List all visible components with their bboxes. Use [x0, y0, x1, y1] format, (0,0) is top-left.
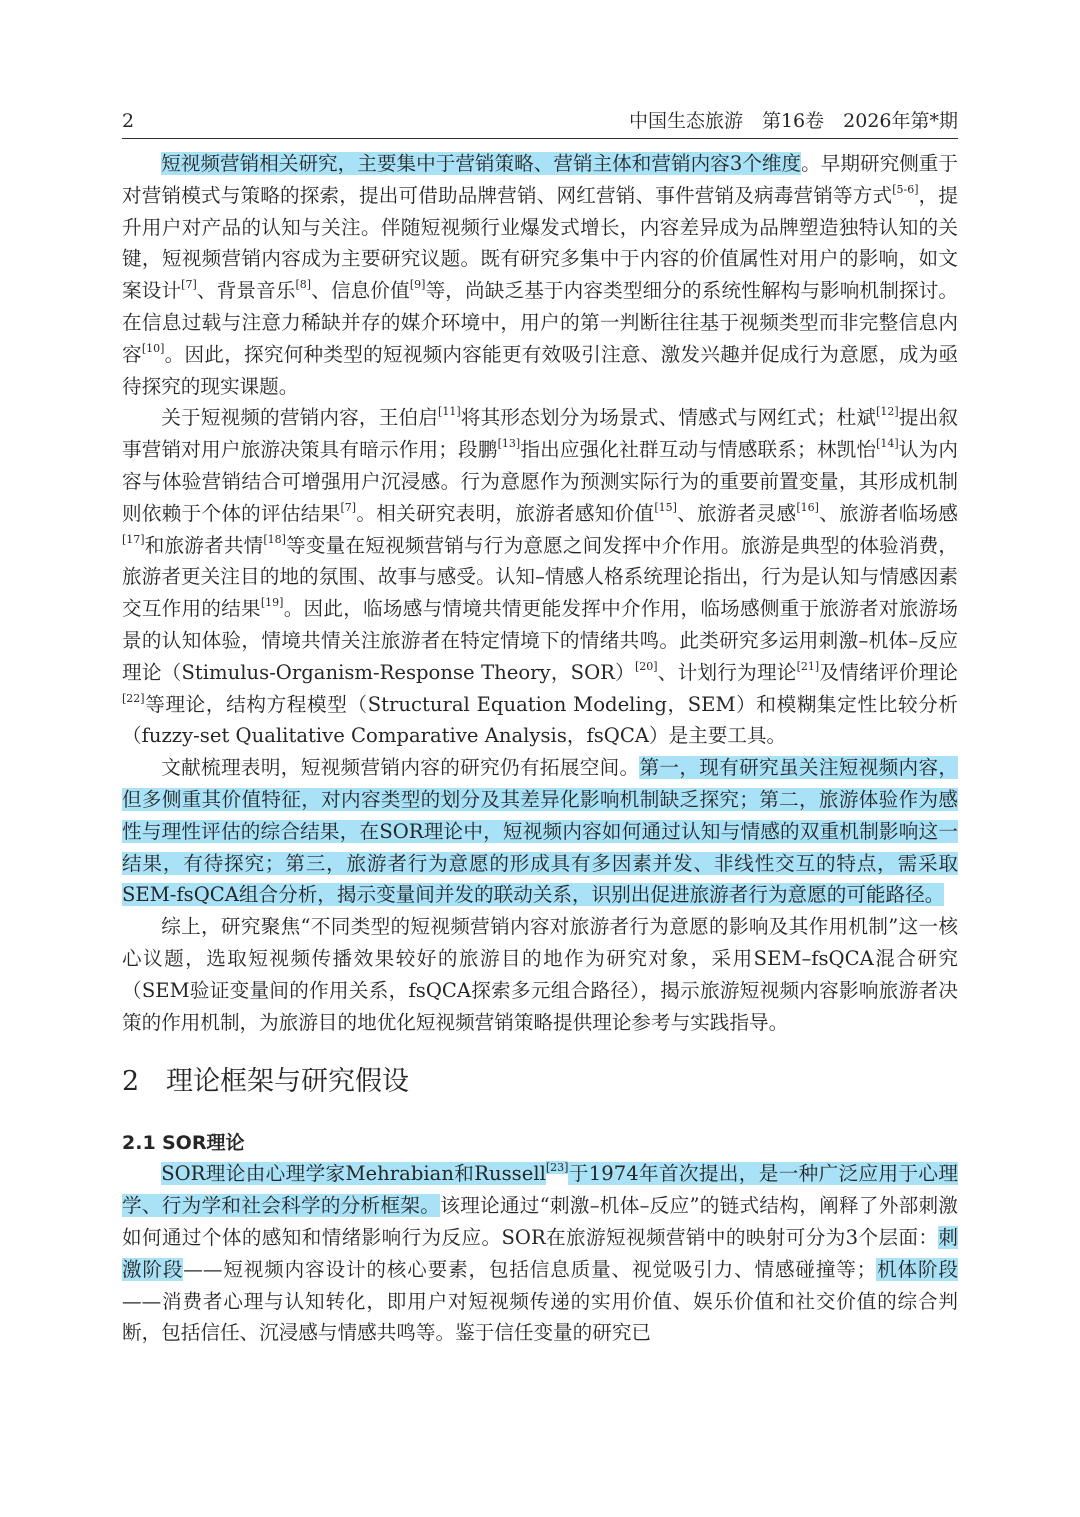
page-number: 2 — [122, 110, 135, 132]
citation: [10] — [141, 341, 165, 355]
body-text — [122, 148, 958, 1349]
text-run: ——消费者心理与认知转化，即用户对短视频传递的实用价值、娱乐价值和社交价值的综合判断，包括信任、沉浸感与情感共鸣等。鉴于信任变量的研究已 — [122, 1289, 958, 1345]
journal-info: 中国生态旅游 第16卷 2026年第*期 — [628, 110, 958, 132]
text-run: 、背景音乐 — [196, 279, 296, 303]
highlight: 第一，现有研究虽关注短视频内容，但多侧重其价值特征，对内容类型的划分及其差异化影响机制缺乏探究；第二，旅游体验作为感性与理性评估的综合结果，在SOR理论中，短视频内容如何通过认知与情感的双重机制影响这一结果，有待探究；第三，旅游者行为意愿的形成具有多因素并发、非线性交互的特点，需采取SEM-fsQCA组合分析，揭示变量间并发的联动关系，识别出促进旅游者行为意愿的可能路径。 — [122, 756, 959, 907]
subsection-heading — [122, 1128, 958, 1158]
text-run: 将其形态划分为场景式、情感式与网红式；杜斌 — [460, 406, 877, 430]
text-run: 。因此，临场感与情境共情更能发挥中介作用，临场感侧重于旅游者对旅游场景的认知体验，情境共情关注旅游者在特定情境下的情绪共鸣。此类研究多运用刺激–机体–反应理论（Stimulus-Organism-Response Theory，SOR） — [122, 597, 958, 684]
text-run: 等变量在短视频营销与行为意愿之间发挥中介作用。旅游是典型的体验消费，旅游者更关注目的地的氛围、故事与感受。认知–情感人格系统理论指出，行为是认知与情感因素交互作用的结果 — [122, 533, 959, 621]
text-run: 指出应强化社群互动与情感联系；林凯怡 — [520, 438, 877, 462]
section-title: 理论框架与研究假设 — [166, 1066, 409, 1098]
subsection-title: SOR理论 — [162, 1132, 245, 1155]
paragraph-3 — [122, 752, 958, 911]
paragraph-2 — [122, 402, 958, 752]
text-run: 和旅游者共情 — [144, 533, 264, 557]
highlight: 短视频营销相关研究，主要集中于营销策略、营销主体和营销内容3个维度 — [161, 152, 802, 175]
citation: [13] — [497, 437, 521, 451]
text-run: 、计划行为理论 — [657, 660, 797, 684]
subsection-number: 2.1 — [122, 1132, 156, 1155]
text-run: 提出叙事营销对用户旅游决策具有暗示作用；段鹏 — [122, 406, 959, 462]
citation: [7] — [340, 500, 357, 514]
citation: [9] — [409, 278, 426, 292]
text-run: 及情绪评价理论 — [819, 660, 959, 684]
citation: [23] — [545, 1161, 569, 1175]
citation: [11] — [438, 405, 461, 419]
section-heading — [122, 1060, 958, 1104]
highlight: SOR理论由心理学家Mehrabian和Russell — [161, 1162, 546, 1186]
text-run: 等，尚缺乏基于内容类型细分的系统性解构与影响机制探讨。在信息过载与注意力稀缺并存的媒介环境中，用户的第一判断往往基于视频类型而非完整信息内容 — [122, 279, 958, 366]
running-header — [122, 104, 958, 139]
citation: [18] — [263, 532, 286, 546]
text-run: 该理论通过“刺激–机体–反应”的链式结构，阐释了外部刺激如何通过个体的感知和情绪影响行为反应。SOR在旅游短视频营销中的映射可分为3个层面： — [122, 1194, 958, 1249]
paragraph-1 — [122, 148, 958, 402]
text-run: 。早期研究侧重于对营销模式与策略的探索，提出可借助品牌营销、网红营销、事件营销及病毒营销等方式 — [122, 152, 959, 207]
citation: [17] — [122, 532, 145, 546]
citation: [12] — [876, 405, 899, 419]
citation: [21] — [796, 659, 820, 673]
highlight: 机体阶段 — [876, 1257, 959, 1281]
text-run: ——短视频内容设计的核心要素，包括信息质量、视觉吸引力、情感碰撞等； — [183, 1257, 877, 1281]
highlight: 于1974年首次提出，是一种广泛应用于心理学、行为学和社会科学的分析框架。 — [122, 1162, 958, 1218]
text-run: ，提升用户对产品的认知与关注。伴随短视频行业爆发式增长，内容差异成为品牌塑造独特认知的关键，短视频营销内容成为主要研究议题。既有研究多集中于内容的价值属性对用户的影响，如文案设计 — [122, 183, 959, 303]
text-run: 、旅游者临场感 — [818, 501, 959, 525]
citation: [14] — [876, 437, 899, 451]
text-run: 、旅游者灵感 — [676, 501, 797, 525]
citation: [7] — [181, 278, 197, 292]
citation: [8] — [295, 278, 312, 292]
section-number: 2 — [122, 1066, 140, 1098]
text-run: 关于短视频的营销内容，王伯启 — [161, 406, 439, 430]
citation: [22] — [122, 691, 145, 705]
text-run: 。相关研究表明，旅游者感知价值 — [356, 501, 655, 525]
highlight: 刺激阶段 — [122, 1225, 958, 1281]
text-run: 、信息价值 — [311, 279, 410, 303]
text-run: 综上，研究聚焦“不同类型的短视频营销内容对旅游者行为意愿的影响及其作用机制”这一核心议题，选取短视频传播效果较好的旅游目的地作为研究对象，采用SEM–fsQCA混合研究（SEM验证变量间的作用关系，fsQCA探索多元组合路径），揭示旅游短视频内容影响旅游者决策的作用机制，为旅游目的地优化短视频营销策略提供理论参考与实践指导。 — [122, 915, 958, 1034]
text-run: 认为内容与体验营销结合可增强用户沉浸感。行为意愿作为预测实际行为的重要前置变量，其形成机制则依赖于个体的评估结果 — [122, 438, 959, 525]
text-run: 等理论，结构方程模型（Structural Equation Modeling，SEM）和模糊集定性比较分析（fuzzy-set Qualitative Comparative Analysis，fsQCA）是主要工具。 — [122, 692, 958, 748]
text-run: 。因此，探究何种类型的短视频内容能更有效吸引注意、激发兴趣并促成行为意愿，成为亟待探究的现实课题。 — [122, 342, 959, 398]
paragraph-4 — [122, 911, 958, 1038]
citation: [16] — [796, 500, 819, 514]
citation: [19] — [260, 596, 284, 610]
text-run: 文献梳理表明，短视频营销内容的研究仍有拓展空间。 — [161, 756, 640, 780]
citation: [5-6] — [892, 182, 919, 196]
citation: [20] — [634, 659, 658, 673]
citation: [15] — [654, 500, 677, 514]
paragraph-5 — [122, 1158, 958, 1349]
